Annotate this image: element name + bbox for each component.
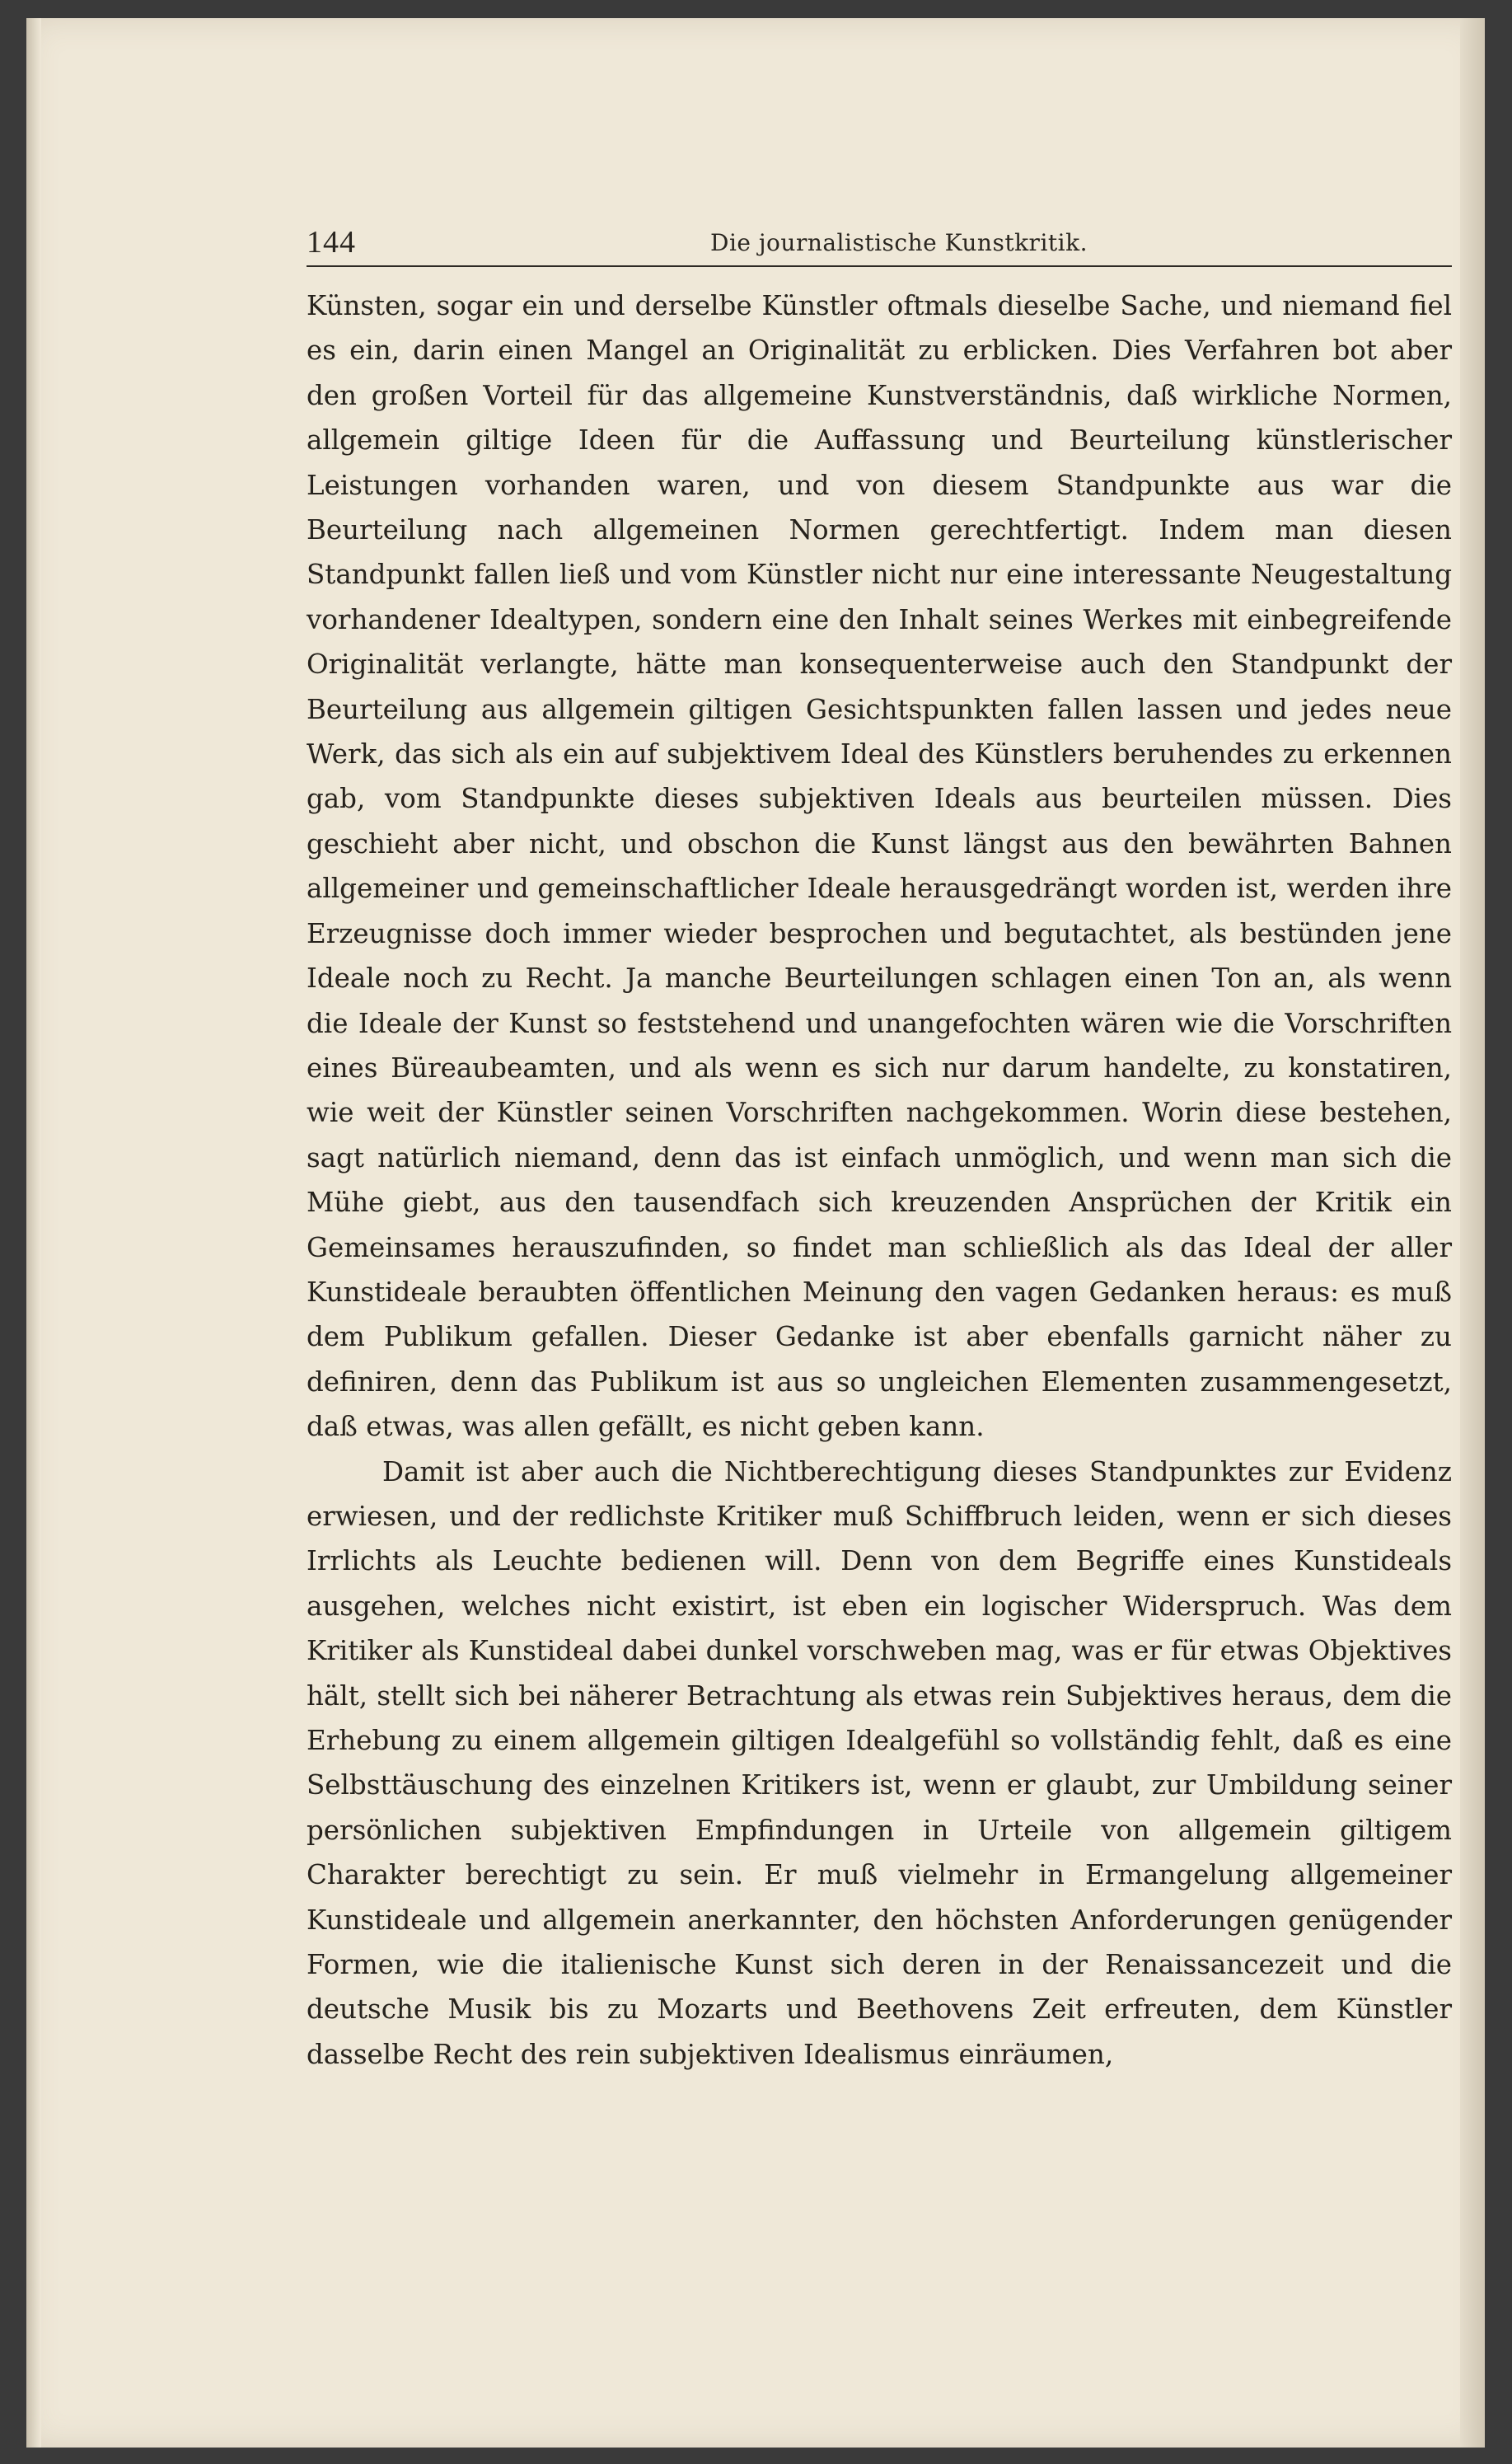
page-edge xyxy=(1460,18,1485,2448)
page-number: 144 xyxy=(307,225,356,260)
paragraph: Künsten, sogar ein und derselbe Künstler oftmals dieselbe Sache, und niemand fiel es ein, darin einen Mangel an Originalität zu erblicken. Dies Verfahren bot aber den großen Vorteil für das allgemeine Kunstverständnis, daß wirkliche Normen, allgemein giltige Ideen für die Auffassung und Beurteilung künstlerischer Leistungen vorhanden waren, und von diesem Standpunkte aus war die Beurteilung nach allgemeinen Normen gerechtfertigt. Indem man diesen Standpunkt fallen ließ und vom Künstler nicht nur eine interessante Neugestaltung vorhandener Idealtypen, sondern eine den Inhalt seines Werkes mit einbegreifende Originalität verlangte, hätte man konsequenterweise auch den Standpunkt der Beurteilung aus allgemein giltigen Gesichtspunkten fallen lassen und jedes neue Werk, das sich als ein auf subjektivem Ideal des Künstlers beruhendes zu erkennen gab, vom Standpunkte dieses subjektiven Ideals aus beurteilen müssen. Dies geschieht aber nicht, und obschon die Kunst längst aus den bewährten Bahnen allgemeiner und gemeinschaftlicher Ideale herausgedrängt worden ist, werden ihre Erzeugnisse doch immer wieder besprochen und begutachtet, als bestünden jene Ideale noch zu Recht. Ja manche Beurteilungen schlagen einen Ton an, als wenn die Ideale der Kunst so feststehend und unangefochten wären wie die Vorschriften eines Büreaubeamten, und als wenn es sich nur darum handelte, zu konstatiren, wie weit der Künstler seinen Vorschriften nachgekommen. Worin diese bestehen, sagt natürlich niemand, denn das ist einfach unmöglich, und wenn man sich die Mühe giebt, aus den tausendfach sich kreuzenden Ansprüchen der Kritik ein Gemeinsames herauszufinden, so findet man schließlich als das Ideal der aller Kunstideale beraubten öffentlichen Meinung den vagen Gedanken heraus: es muß dem Publikum gefallen. Dieser Gedanke ist aber ebenfalls garnicht näher zu definiren, denn das Publikum ist aus so ungleichen Elementen zusammengesetzt, daß etwas, was allen gefällt, es nicht geben kann. xyxy=(307,290,1452,1443)
page-header xyxy=(307,224,1452,267)
running-head: Die journalistische Kunstkritik. xyxy=(710,229,1088,256)
paragraph: Damit ist aber auch die Nichtberechtigung dieses Standpunktes zur Evidenz erwiesen, und der redlichste Kritiker muß Schiffbruch leiden, wenn er sich dieses Irrlichts als Leuchte bedienen will. Denn von dem Begriffe eines Kunstideals ausgehen, welches nicht existirt, ist eben ein logischer Widerspruch. Was dem Kritiker als Kunstideal dabei dunkel vorschweben mag, was er für etwas Objektives hält, stellt sich bei näherer Betrachtung als etwas rein Subjektives heraus, dem die Erhebung zu einem allgemein giltigen Idealgefühl so vollständig fehlt, daß es eine Selbsttäuschung des einzelnen Kritikers ist, wenn er glaubt, zur Umbildung seiner persönlichen subjektiven Empfindungen in Urteile von allgemein giltigem Charakter berechtigt zu sein. Er muß vielmehr in Ermangelung allgemeiner Kunstideale und allgemein anerkannter, den höchsten Anforderungen genügender Formen, wie die italienische Kunst sich deren in der Renaissancezeit und die deutsche Musik bis zu Mozarts und Beethovens Zeit erfreuten, dem Künstler dasselbe Recht des rein subjektiven Idealismus einräumen, xyxy=(307,1455,1452,2070)
body-text xyxy=(307,283,1452,2077)
book-page xyxy=(26,18,1485,2448)
spine-shadow xyxy=(26,18,41,2448)
